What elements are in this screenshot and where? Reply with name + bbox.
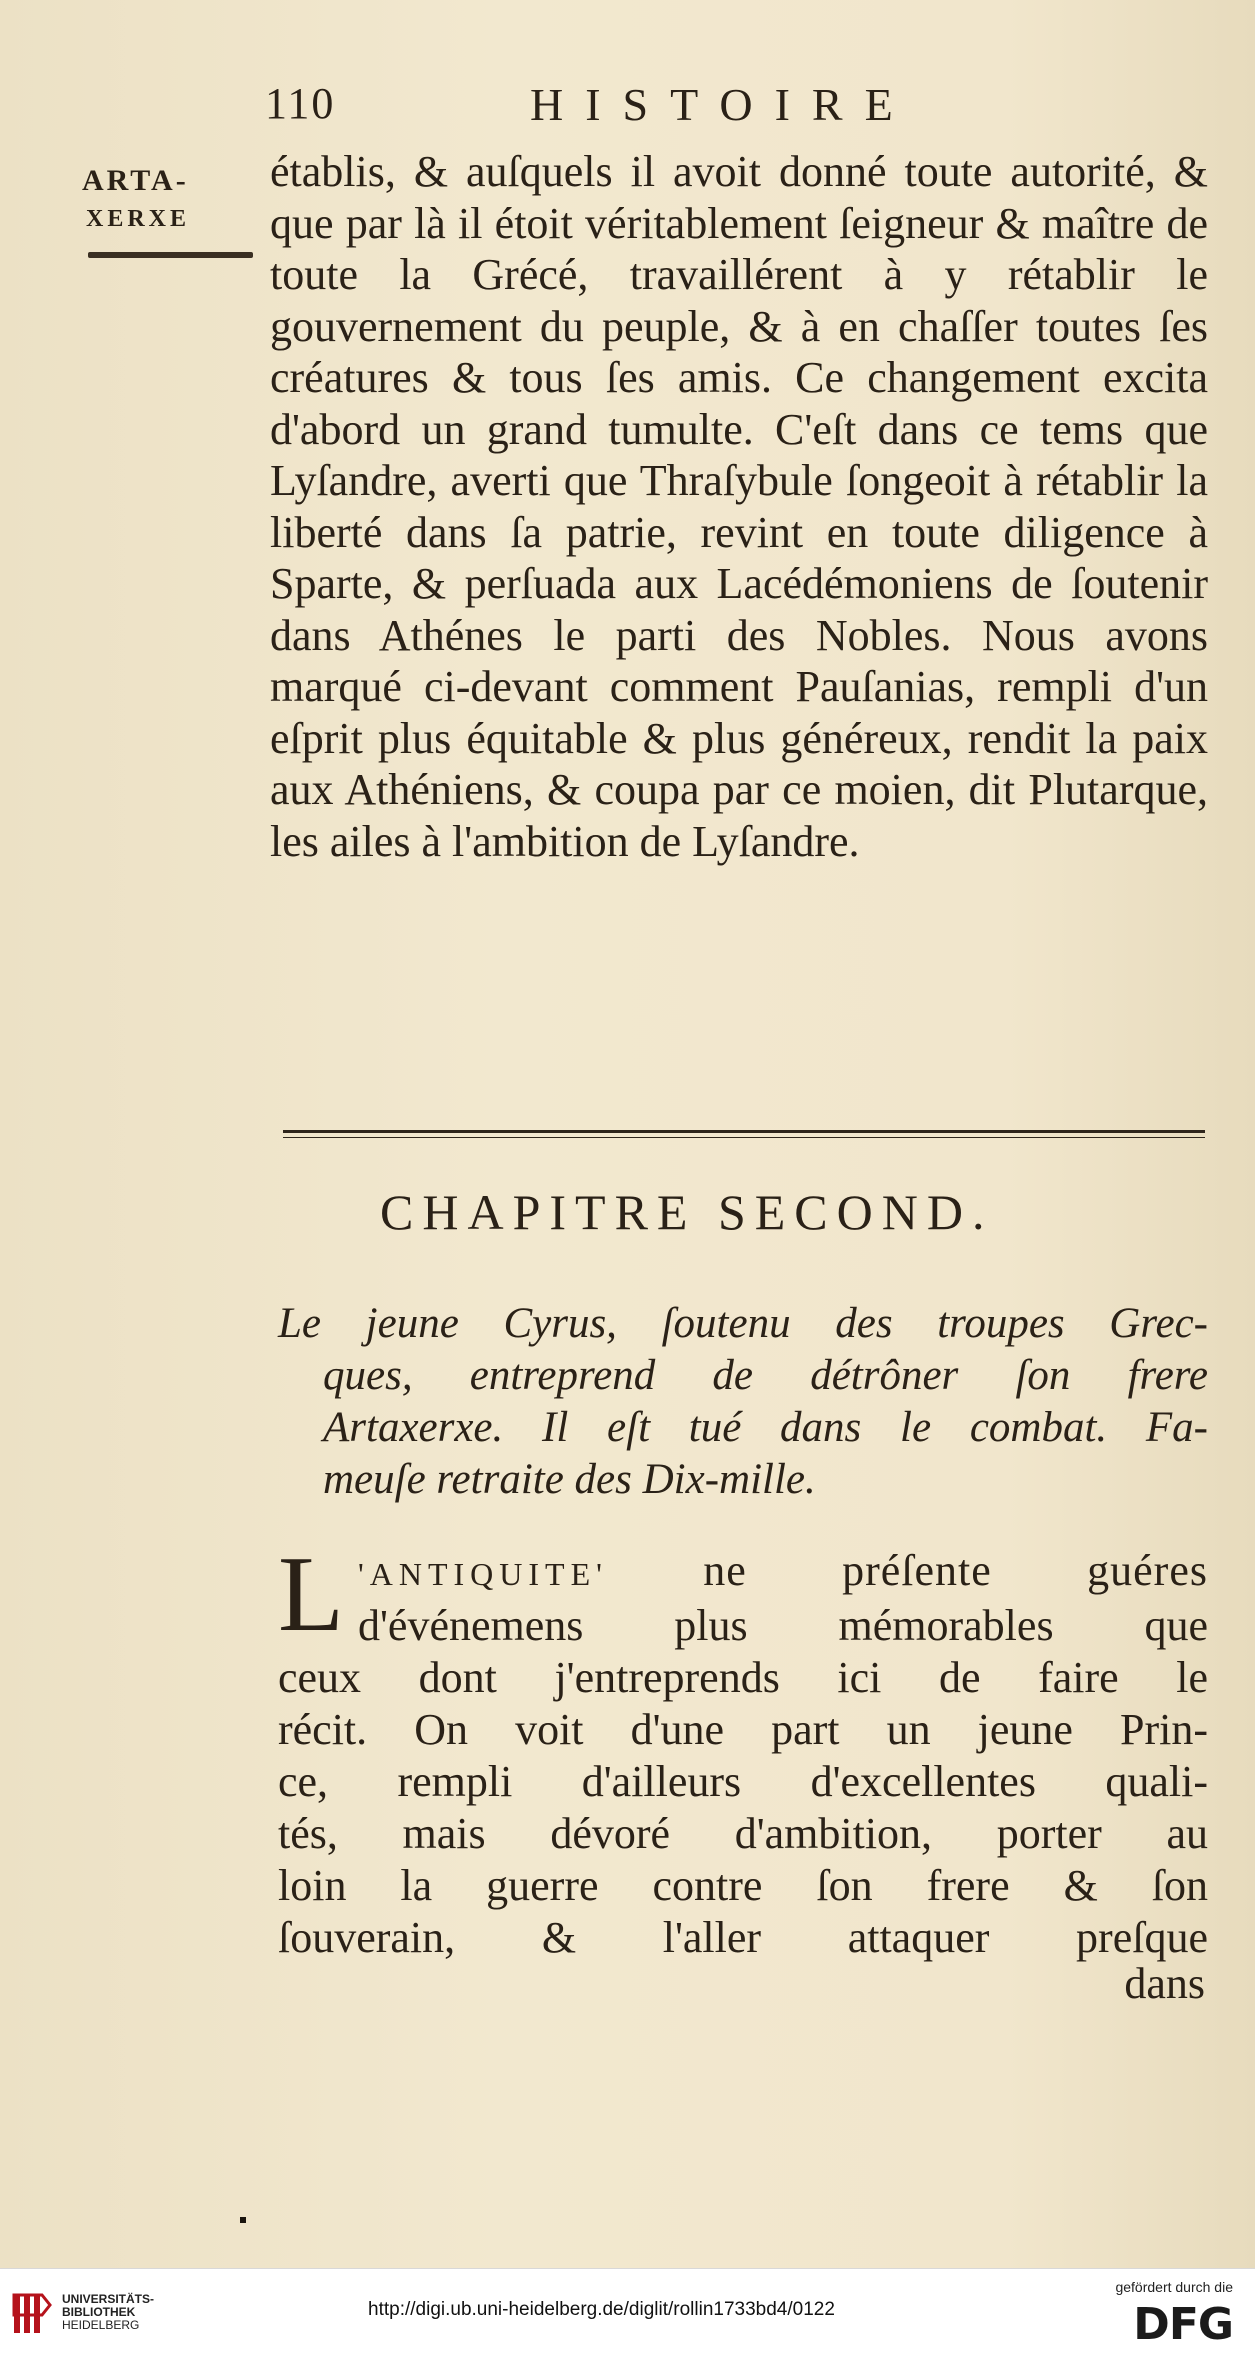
- ink-speck: [240, 2217, 246, 2223]
- summary-line: Le jeune Cyrus, ſoutenu des troupes Grec-: [278, 1300, 1208, 1347]
- margin-note: [82, 162, 262, 238]
- margin-note-line2: XERXE: [86, 206, 191, 232]
- drop-cap: L: [278, 1535, 344, 1654]
- chapter-summary: [278, 1298, 1208, 1506]
- intro-line: ceux dont j'entreprends ici de faire le: [278, 1653, 1208, 1702]
- chapter-divider-thin: [283, 1137, 1205, 1138]
- chapter-title: CHAPITRE SECOND.: [380, 1184, 994, 1240]
- page-header: [265, 78, 1215, 138]
- funded-by-label: gefördert durch die: [1115, 2279, 1233, 2295]
- intro-first-line: [278, 1545, 1208, 1600]
- first-word-caps: 'ANTIQUITE': [357, 1556, 608, 1592]
- dfg-logo[interactable]: DFG: [1133, 2299, 1233, 2350]
- library-name-line1: UNIVERSITÄTS-: [62, 2292, 155, 2306]
- margin-rule: [88, 252, 253, 258]
- viewer-footer: [0, 2268, 1255, 2358]
- summary-line: meuſe retraite des Dix-mille.: [323, 1456, 816, 1503]
- intro-line: ce, rempli d'ailleurs d'excellentes quali-: [278, 1757, 1208, 1806]
- summary-line: Artaxerxe. Il eſt tué dans le combat. Fa-: [323, 1404, 1208, 1451]
- chapter-divider: [283, 1130, 1205, 1133]
- library-name[interactable]: [62, 2293, 154, 2332]
- running-head: HISTOIRE: [530, 79, 915, 130]
- library-name-line2: BIBLIOTHEK: [62, 2305, 136, 2319]
- intro-line: ſouverain, & l'aller attaquer preſque: [278, 1913, 1208, 1962]
- intro-line: loin la guerre contre ſon frere & ſon: [278, 1861, 1208, 1910]
- intro-paragraph: [278, 1535, 1208, 1964]
- permalink-url[interactable]: http://digi.ub.uni-heidelberg.de/diglit/rollin1733bd4/0122: [368, 2299, 835, 2320]
- catchword: dans: [1124, 1959, 1205, 2008]
- intro-line: d'événemens plus mémorables que: [357, 1601, 1208, 1650]
- page-number: 110: [265, 79, 336, 128]
- first-line-rest: ne préſente guéres: [607, 1546, 1208, 1595]
- intro-line: récit. On voit d'une part un jeune Prin-: [278, 1705, 1208, 1754]
- body-paragraph: établis, & auſquels il avoit donné toute autorité, & que par là il étoit véritablement ſeigneur & maître de toute la Grécé, travaillérent à y rétablir le gouvernement du peuple, & à en chaſſer toutes ſes créatures & tous ſes amis. Ce changement excita d'abord un grand tumulte. C'eſt dans ce tems que Lyſandre, averti que Thraſybule ſongeoit à rétablir la liberté dans ſa patrie, revint en toute diligence à Sparte, & perſuada aux Lacédémoniens de ſoutenir dans Athénes le parti des Nobles. Nous avons marqué ci-devant comment Pauſanias, rempli d'un eſprit plus équitable & plus généreux, rendit la paix aux Athéniens, & coupa par ce moien, dit Plutarque, les ailes à l'ambition de Lyſandre.: [270, 147, 1208, 866]
- library-logo-icon[interactable]: [12, 2291, 52, 2337]
- summary-line: ques, entreprend de détrôner ſon frere: [323, 1352, 1208, 1399]
- margin-note-line1: ARTA-: [82, 164, 189, 197]
- library-name-line3: HEIDELBERG: [62, 2318, 140, 2332]
- intro-line: tés, mais dévoré d'ambition, porter au: [278, 1809, 1208, 1858]
